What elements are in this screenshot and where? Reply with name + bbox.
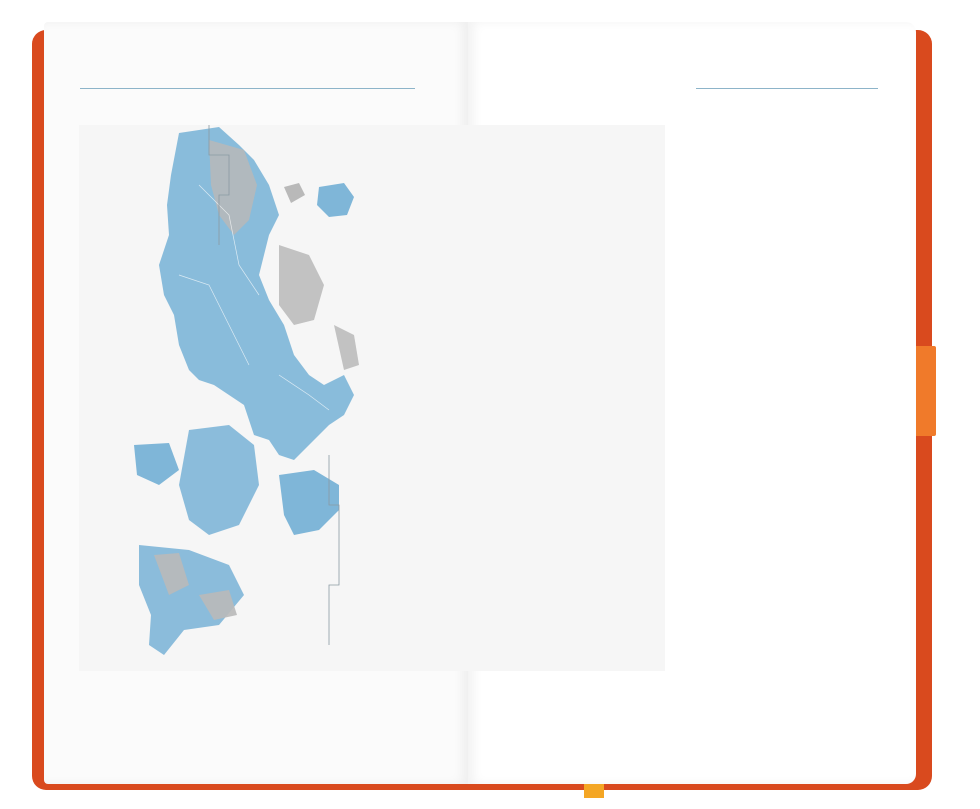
elastic-band [914,346,936,436]
continent-south-america [279,470,339,535]
continent-eurasia [159,127,354,460]
world-map-landmass [79,125,665,671]
continent-africa [179,425,259,535]
title-underline [696,88,878,89]
continent-australia [317,183,354,217]
watermark-logo [22,600,172,750]
timezone-map [79,125,665,671]
title-underline [80,88,415,89]
